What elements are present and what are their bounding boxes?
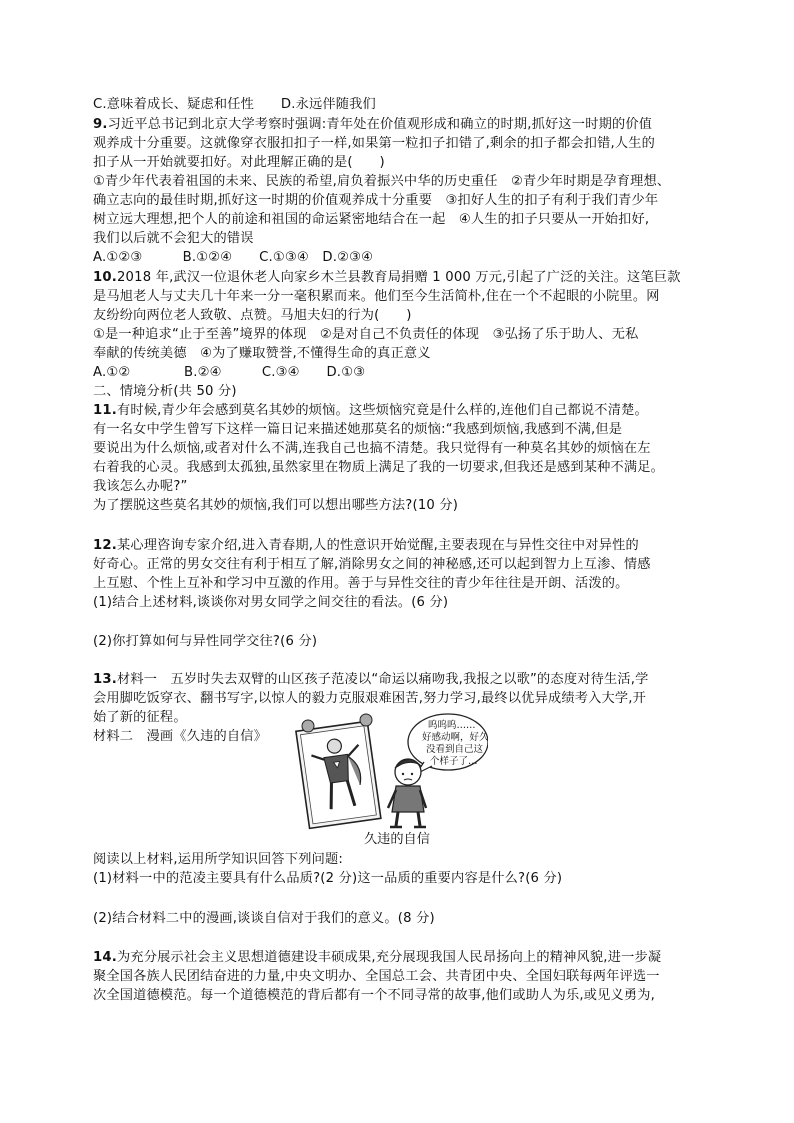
q10-stem-line: 是马旭老人与丈夫几十年来一分一毫积累而来。他们至今生活简朴,住在一个不起眼的小院里。网 xyxy=(93,289,660,304)
q11-stem: 11.有时候,青少年会感到莫名其妙的烦恼。这些烦恼究竟是什么样的,连他们自己都说不清楚。 xyxy=(93,403,648,418)
q13-material-1: 13.材料一 五岁时失去双臂的山区孩子范凌以“命运以痛吻我,我报之以歌”的态度对待生活,学 xyxy=(93,672,649,687)
q12-stem: 12.某心理咨询专家介绍,进入青春期,人的性意识开始觉醒,主要表现在与异性交往中对异性的 xyxy=(93,538,639,553)
q10-statement: ①是一种追求“止于至善”境界的体现 ②是对自己不负责任的体现 ③弘扬了乐于助人、无私 xyxy=(93,327,639,342)
speech-bubble-line: 没看到自己这 xyxy=(426,744,484,755)
q10-stem-line: 友纷纷向两位老人致敬、点赞。马旭夫妇的行为( ) xyxy=(93,308,412,323)
q13-material-1-line: 始了新的征程。 xyxy=(93,710,187,725)
section-heading: 二、情境分析(共 50 分) xyxy=(93,384,237,399)
q9-statement: 树立远大理想,把个人的前途和祖国的命运紧密地结合在一起 ④人生的扣子只要从一开始扣好, xyxy=(93,212,650,227)
q13-material-1-line: 会用脚吃饭穿衣、翻书写字,以惊人的毅力克服艰难困苦,努力学习,最终以优异成绩考入大学,开 xyxy=(93,691,647,706)
q11-question: 为了摆脱这些莫名其妙的烦恼,我们可以想出哪些方法?(10 分) xyxy=(93,498,459,513)
q14-stem: 14.为充分展示社会主义思想道德建设丰硕成果,充分展现我国人民昂扬向上的精神风貌,进一步凝 xyxy=(93,950,662,965)
q13-instruction: 阅读以上材料,运用所学知识回答下列问题: xyxy=(93,852,344,867)
q14-number: 14. xyxy=(93,950,117,965)
q9-stem-line: 扣子从一开始就要扣好。对此理解正确的是( ) xyxy=(93,155,385,170)
q12-material: 好奇心。正常的男女交往有利于相互了解,消除男女之间的神秘感,还可以起到智力上互渗、情感 xyxy=(93,557,651,572)
q13-material-2: 材料二 漫画《久违的自信》 xyxy=(93,729,268,744)
q10-options: A.①② B.②④ C.③④ D.①③ xyxy=(93,365,366,380)
q13-sub-question-2: (2)结合材料二中的漫画,谈谈自信对于我们的意义。(8 分) xyxy=(93,911,435,926)
q12-sub-question-2: (2)你打算如何与异性同学交往?(6 分) xyxy=(93,634,318,649)
q9-options: A.①②③ B.①②④ C.①③④ D.②③④ xyxy=(93,250,374,265)
speech-bubble-line: 好感动啊，好久 xyxy=(422,732,489,743)
q12-number: 12. xyxy=(93,538,117,553)
q14-stem-line: 聚全国各族人民团结奋进的力量,中央文明办、全国总工会、共青团中央、全国妇联每两年评选一 xyxy=(93,969,660,984)
q10-statement: 奉献的传统美德 ④为了赚取赞誉,不懂得生命的真正意义 xyxy=(93,346,431,361)
q12-sub-question-1: (1)结合上述材料,谈谈你对男女同学之间交往的看法。(6 分) xyxy=(93,595,449,610)
q9-number: 9. xyxy=(93,117,108,132)
cartoon-caption: 久违的自信 xyxy=(364,832,430,847)
q11-number: 11. xyxy=(93,403,117,418)
speech-bubble-line: 呜呜呜…… xyxy=(428,720,476,731)
q11-material: 右着我的心灵。我感到太孤独,虽然家里在物质上满足了我的一切要求,但我还是感到某种不满足。 xyxy=(93,460,665,475)
q13-number: 13. xyxy=(93,672,117,687)
q9-statement: 我们以后就不会犯大的错误 xyxy=(93,231,254,246)
poster-frame xyxy=(296,721,381,828)
q9-stem: 9.习近平总书记到北京大学考察时强调:青年处在价值观形成和确立的时期,抓好这一时期的价值 xyxy=(93,117,653,132)
q11-material: 我该怎么办呢?” xyxy=(93,479,188,494)
q9-stem-line: 观养成十分重要。这就像穿衣服扣扣子一样,如果第一粒扣子扣错了,剩余的扣子都会扣错,人生的 xyxy=(93,136,656,151)
q13-sub-question-1: (1)材料一中的范凌主要具有什么品质?(2 分)这一品质的重要内容是什么?(6 分) xyxy=(93,871,563,886)
q10-stem: 10.2018 年,武汉一位退休老人向家乡木兰县教育局捐赠 1 000 万元,引起了广泛的关注。这笔巨款 xyxy=(93,270,681,285)
q11-material: 有一名女中学生曾写下这样一篇日记来描述她那莫名的烦恼:“我感到烦恼,我感到不满,但是 xyxy=(93,422,623,437)
q12-material: 上互慰、个性上互补和学习中互激的作用。善于与异性交往的青少年往往是开朗、活泼的。 xyxy=(93,576,629,591)
q11-material: 要说出为什么烦恼,或者对什么不满,连我自己也搞不清楚。我只觉得有一种莫名其妙的烦恼在左 xyxy=(93,441,651,456)
q9-statement: 确立志向的最佳时期,抓好这一时期的价值观养成十分重要 ③扣好人生的扣子有利于我们青少年 xyxy=(93,193,659,208)
q10-number: 10. xyxy=(93,270,117,285)
speech-bubble-line: 个样子了… xyxy=(430,756,478,767)
q8-options-cd: C.意味着成长、疑虑和任性 D.永远伴随我们 xyxy=(93,97,376,112)
q9-statement: ①青少年代表着祖国的未来、民族的希望,肩负着振兴中华的历史重任 ②青少年时期是孕育理想、 xyxy=(93,174,671,189)
q14-stem-line: 次全国道德模范。每一个道德模范的背后都有一个不同寻常的故事,他们或助人为乐,或见义勇为, xyxy=(93,988,656,1003)
